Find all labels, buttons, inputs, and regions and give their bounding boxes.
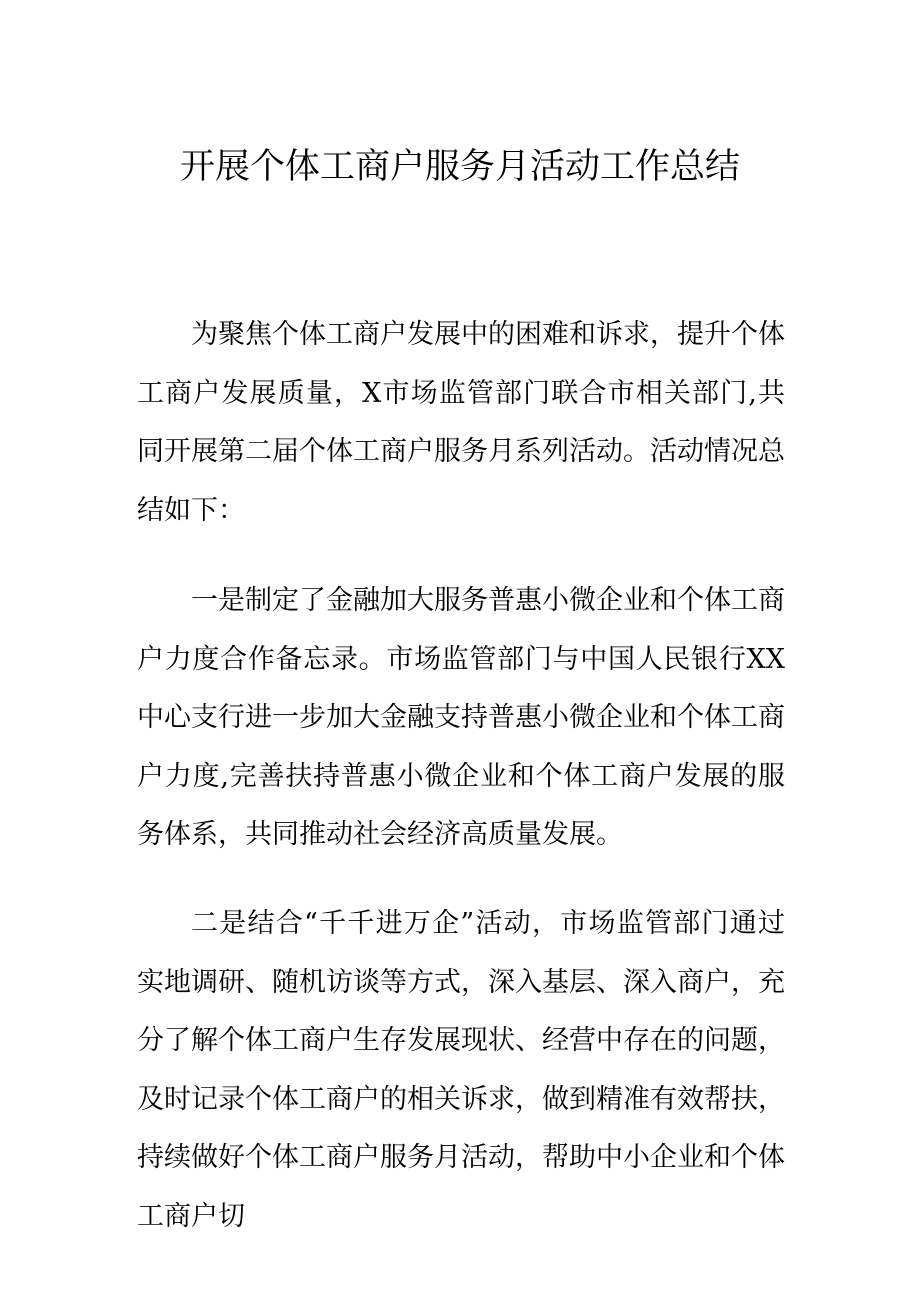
paragraph-item-two: 二是结合“千千进万企”活动，市场监管部门通过实地调研、随机访谈等方式，深入基层、深入商户，充分了解个体工商户生存发展现状、经营中存在的问题，及时记录个体工商户的相关诉求，做到精准有效帮扶，持续做好个体工商户服务月活动，帮助中小企业和个体工商户切 xyxy=(137,908,785,1232)
document-title: 开展个体工商户服务月活动工作总结 xyxy=(179,147,740,187)
paragraph-intro: 为聚焦个体工商户发展中的困难和诉求，提升个体工商户发展质量，X市场监管部门联合市相关部门,共同开展第二届个体工商户服务月系列活动。活动情况总结如下： xyxy=(137,319,785,526)
paragraph-item-one: 一是制定了金融加大服务普惠小微企业和个体工商户力度合作备忘录。市场监管部门与中国人民银行XX中心支行进一步加大金融支持普惠小微企业和个体工商户力度,完善扶持普惠小微企业和个体工商户发展的服务体系，共同推动社会经济高质量发展。 xyxy=(137,585,785,850)
